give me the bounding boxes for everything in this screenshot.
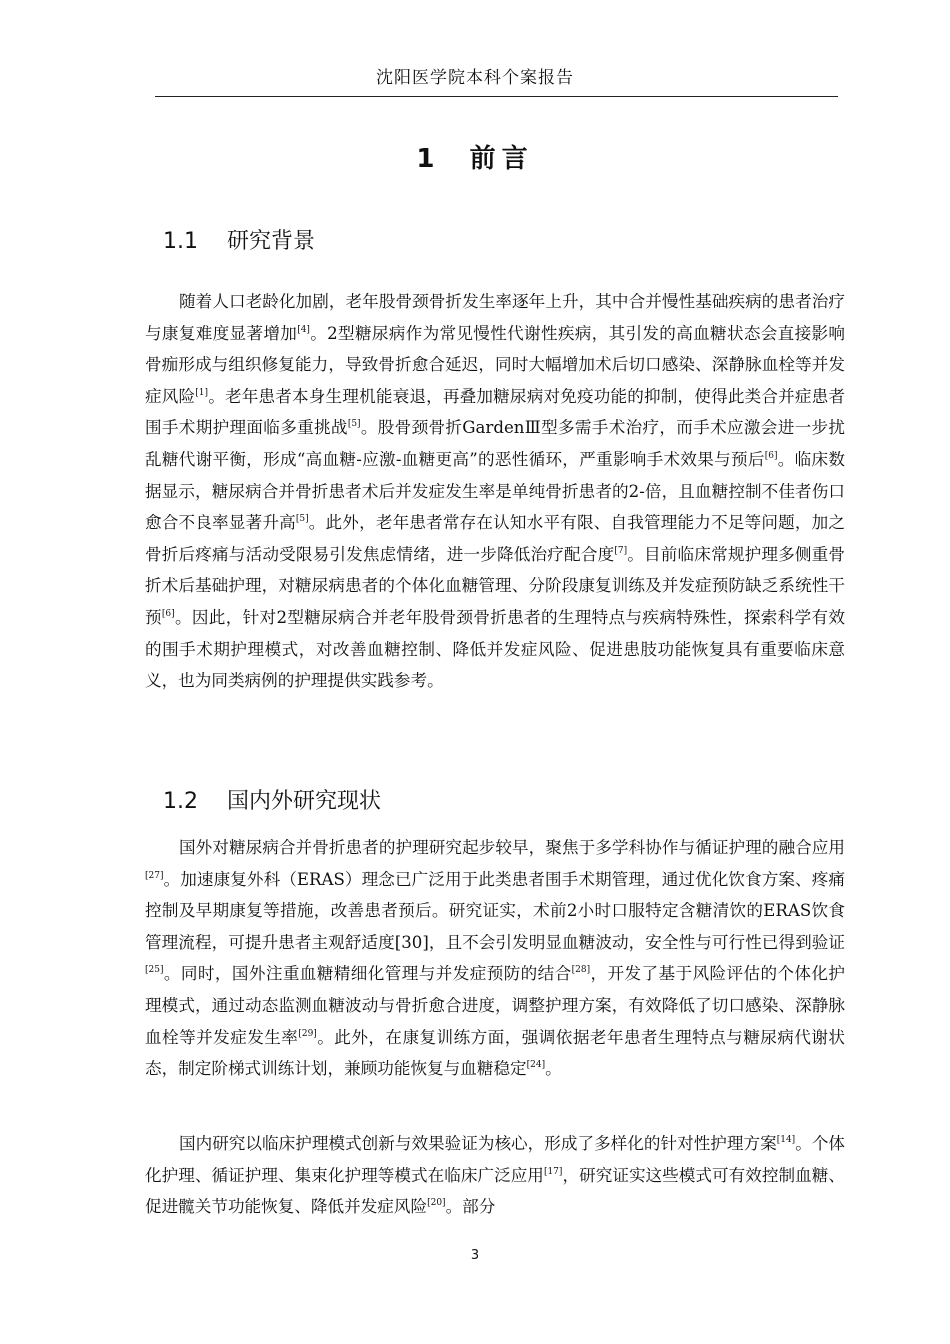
citation-marker: [14]: [776, 1135, 796, 1145]
text-run: 。老年患者本身生理机能衰退，再叠加糖尿病对免疫功能的抑制，使得此类合并症患者围手术期护理面临多重挑战: [145, 386, 846, 438]
text-run: 国外对糖尿病合并骨折患者的护理研究起步较早，聚焦于多学科协作与循证护理的融合应用: [179, 838, 845, 857]
paragraph-foreign-research: [145, 832, 845, 1085]
citation-marker: [27]: [145, 870, 164, 881]
text-run: 。部分: [445, 1197, 496, 1217]
citation-marker: [5]: [347, 419, 361, 430]
text-run: 。目前临床常规护理多侧重骨折术后基础护理，对糖尿病患者的个体化血糖管理、分阶段康复训练及并发症预防缺乏系统性干预: [145, 544, 846, 627]
text-run: 。临床数据显示，糖尿病合并骨折患者术后并发症发生率是单纯骨折患者的2-倍，且血糖控制不佳者伤口愈合不良率显著升高: [145, 449, 845, 533]
section-number: 1.2: [163, 789, 198, 814]
section-title: 研究背景: [227, 229, 316, 254]
section-title: 国内外研究现状: [227, 789, 382, 814]
citation-marker: [7]: [614, 545, 628, 556]
running-header: 沈阳医学院本科个案报告: [376, 68, 574, 88]
text-run: 。股骨颈骨折GardenⅢ型多需手术治疗，而手术应激会进一步扰乱糖代谢平衡，形成“高血糖-应激-血糖更高”的恶性循环，严重影响手术效果与预后: [145, 418, 845, 469]
citation-marker: [25]: [145, 965, 164, 976]
text-run: 。加速康复外科（ERAS）理念已广泛用于此类患者围手术期管理，通过优化饮食方案、疼痛控制及早期康复等措施，改善患者预后。研究证实，术前2小时口服特定含糖清饮的ERAS饮食管理流程，可提升患者主观舒适度[30]，且不会引发明显血糖波动，安全性与可行性已得到验证: [145, 869, 845, 952]
section-heading-1-1: [163, 226, 315, 258]
chapter-title: 1 前言: [416, 144, 534, 174]
citation-marker: [6]: [161, 608, 175, 619]
paragraph-domestic-research: [145, 1128, 845, 1223]
citation-marker: [4]: [297, 324, 310, 335]
citation-marker: [24]: [526, 1060, 546, 1071]
section-heading-1-2: [163, 786, 381, 818]
citation-marker: [20]: [427, 1198, 446, 1209]
citation-marker: [1]: [195, 387, 209, 398]
text-run: 国内研究以临床护理模式创新与效果验证为核心，形成了多样化的针对性护理方案: [179, 1134, 777, 1153]
text-run: 。因此，针对2型糖尿病合并老年股骨颈骨折患者的生理特点与疾病特殊性，探索科学有效的围手术期护理模式，对改善血糖控制、降低并发症风险、促进患肢功能恢复具有重要临床意义，也为同类病例的护理提供实践参考。: [145, 607, 846, 691]
text-run: 。个体化护理、循证护理、集束化护理等模式在临床广泛应用: [145, 1134, 846, 1185]
citation-marker: [28]: [571, 965, 591, 976]
text-run: ，研究证实这些模式可有效控制血糖、促进髋关节功能恢复、降低并发症风险: [145, 1165, 846, 1217]
text-run: ，开发了基于风险评估的个体化护理模式，通过动态监测血糖波动与骨折愈合进度，调整护理方案，有效降低了切口感染、深静脉血栓等并发症发生率: [145, 964, 845, 1047]
citation-marker: [6]: [764, 450, 778, 461]
section-number: 1.1: [163, 229, 198, 254]
text-run: 随着人口老龄化加剧，老年股骨颈骨折发生率逐年上升，其中合并慢性基础疾病的患者治疗与康复难度显著增加: [145, 292, 845, 343]
text-run: 。: [545, 1059, 562, 1079]
citation-marker: [17]: [543, 1166, 563, 1177]
paragraph-background: [145, 286, 845, 697]
text-run: 。2型糖尿病作为常见慢性代谢性疾病，其引发的高血糖状态会直接影响骨痂形成与组织修复能力，导致骨折愈合延迟，同时大幅增加术后切口感染、深静脉血栓等并发症风险: [145, 323, 845, 406]
page-number: 3: [470, 1248, 480, 1263]
text-run: 。此外，老年患者常存在认知水平有限、自我管理能力不足等问题，加之骨折后疼痛与活动受限易引发焦虑情绪，进一步降低治疗配合度: [145, 513, 845, 564]
header-rule: [155, 96, 838, 97]
citation-marker: [5]: [295, 514, 309, 525]
text-run: 。此外，在康复训练方面，强调依据老年患者生理特点与糖尿病代谢状态，制定阶梯式训练计划，兼顾功能恢复与血糖稳定: [145, 1027, 846, 1079]
text-run: 。同时，国外注重血糖精细化管理与并发症预防的结合: [163, 964, 572, 984]
citation-marker: [29]: [298, 1028, 317, 1039]
